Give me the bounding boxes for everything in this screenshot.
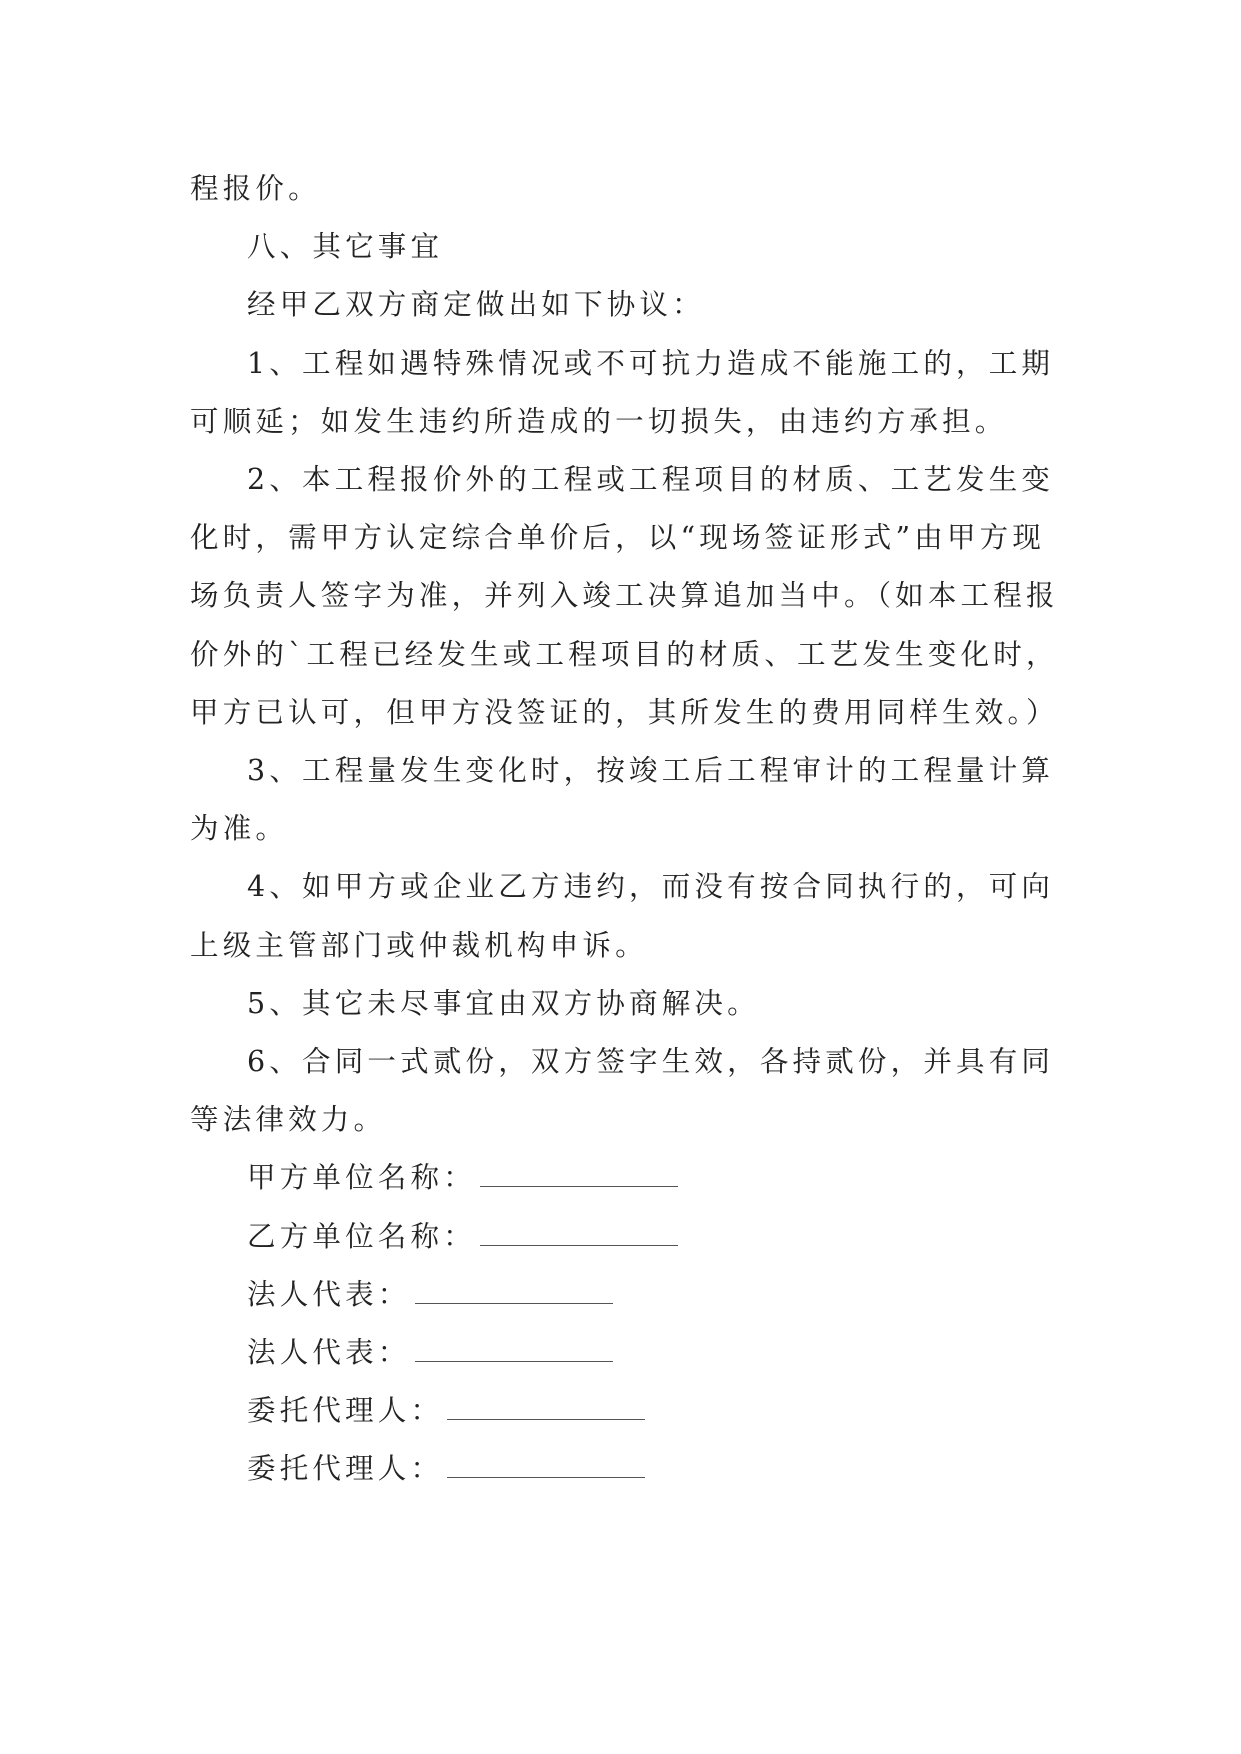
signature-row-party-b-name xyxy=(190,1208,1060,1266)
clause-3: 3、工程量发生变化时，按竣工后工程审计的工程量计算为准。 xyxy=(190,754,1055,846)
signature-label: 法人代表： xyxy=(247,1277,411,1311)
clause-6: 6、合同一式贰份，双方签字生效，各持贰份，并具有同等法律效力。 xyxy=(190,1045,1055,1137)
signature-row-legal-rep-b xyxy=(190,1324,1060,1382)
signature-blank-line[interactable] xyxy=(447,1389,645,1420)
signature-label: 法人代表： xyxy=(247,1336,411,1370)
signature-row-legal-rep-a xyxy=(190,1266,1060,1324)
clause-2: 2、本工程报价外的工程或工程项目的材质、工艺发生变化时，需甲方认定综合单价后，以“现场签证形式”由甲方现场负责人签字为准，并列入竣工决算追加当中。（如本工程报价外的`工程已经发生或工程项目的材质、工艺发生变化时，甲方已认可，但甲方没签证的，其所发生的费用同样生效。） xyxy=(190,463,1059,729)
signature-label: 甲方单位名称： xyxy=(247,1161,476,1195)
signature-row-party-a-name xyxy=(190,1149,1060,1207)
paragraph-continuation: 程报价。 xyxy=(190,172,321,205)
clause-4: 4、如甲方或企业乙方违约，而没有按合同执行的，可向上级主管部门或仲裁机构申诉。 xyxy=(190,870,1055,962)
section-heading-other-matters: 八、其它事宜 xyxy=(247,230,444,264)
signature-label: 乙方单位名称： xyxy=(247,1219,476,1253)
clause-1: 1、工程如遇特殊情况或不可抗力造成不能施工的，工期可顺延；如发生违约所造成的一切损失，由违约方承担。 xyxy=(190,346,1055,438)
signature-blank-line[interactable] xyxy=(447,1448,645,1479)
signature-label: 委托代理人： xyxy=(247,1452,444,1486)
signature-blank-line[interactable] xyxy=(415,1331,613,1362)
signature-blank-line[interactable] xyxy=(415,1273,613,1304)
signature-blank-line[interactable] xyxy=(480,1215,678,1246)
paragraph-agreement-intro: 经甲乙双方商定做出如下协议： xyxy=(247,288,705,322)
contract-body xyxy=(190,160,1060,1499)
signature-row-agent-a xyxy=(190,1382,1060,1440)
clause-5: 5、其它未尽事宜由双方协商解决。 xyxy=(247,986,760,1020)
signature-blank-line[interactable] xyxy=(480,1157,678,1188)
signature-label: 委托代理人： xyxy=(247,1394,444,1428)
signature-row-agent-b xyxy=(190,1440,1060,1498)
